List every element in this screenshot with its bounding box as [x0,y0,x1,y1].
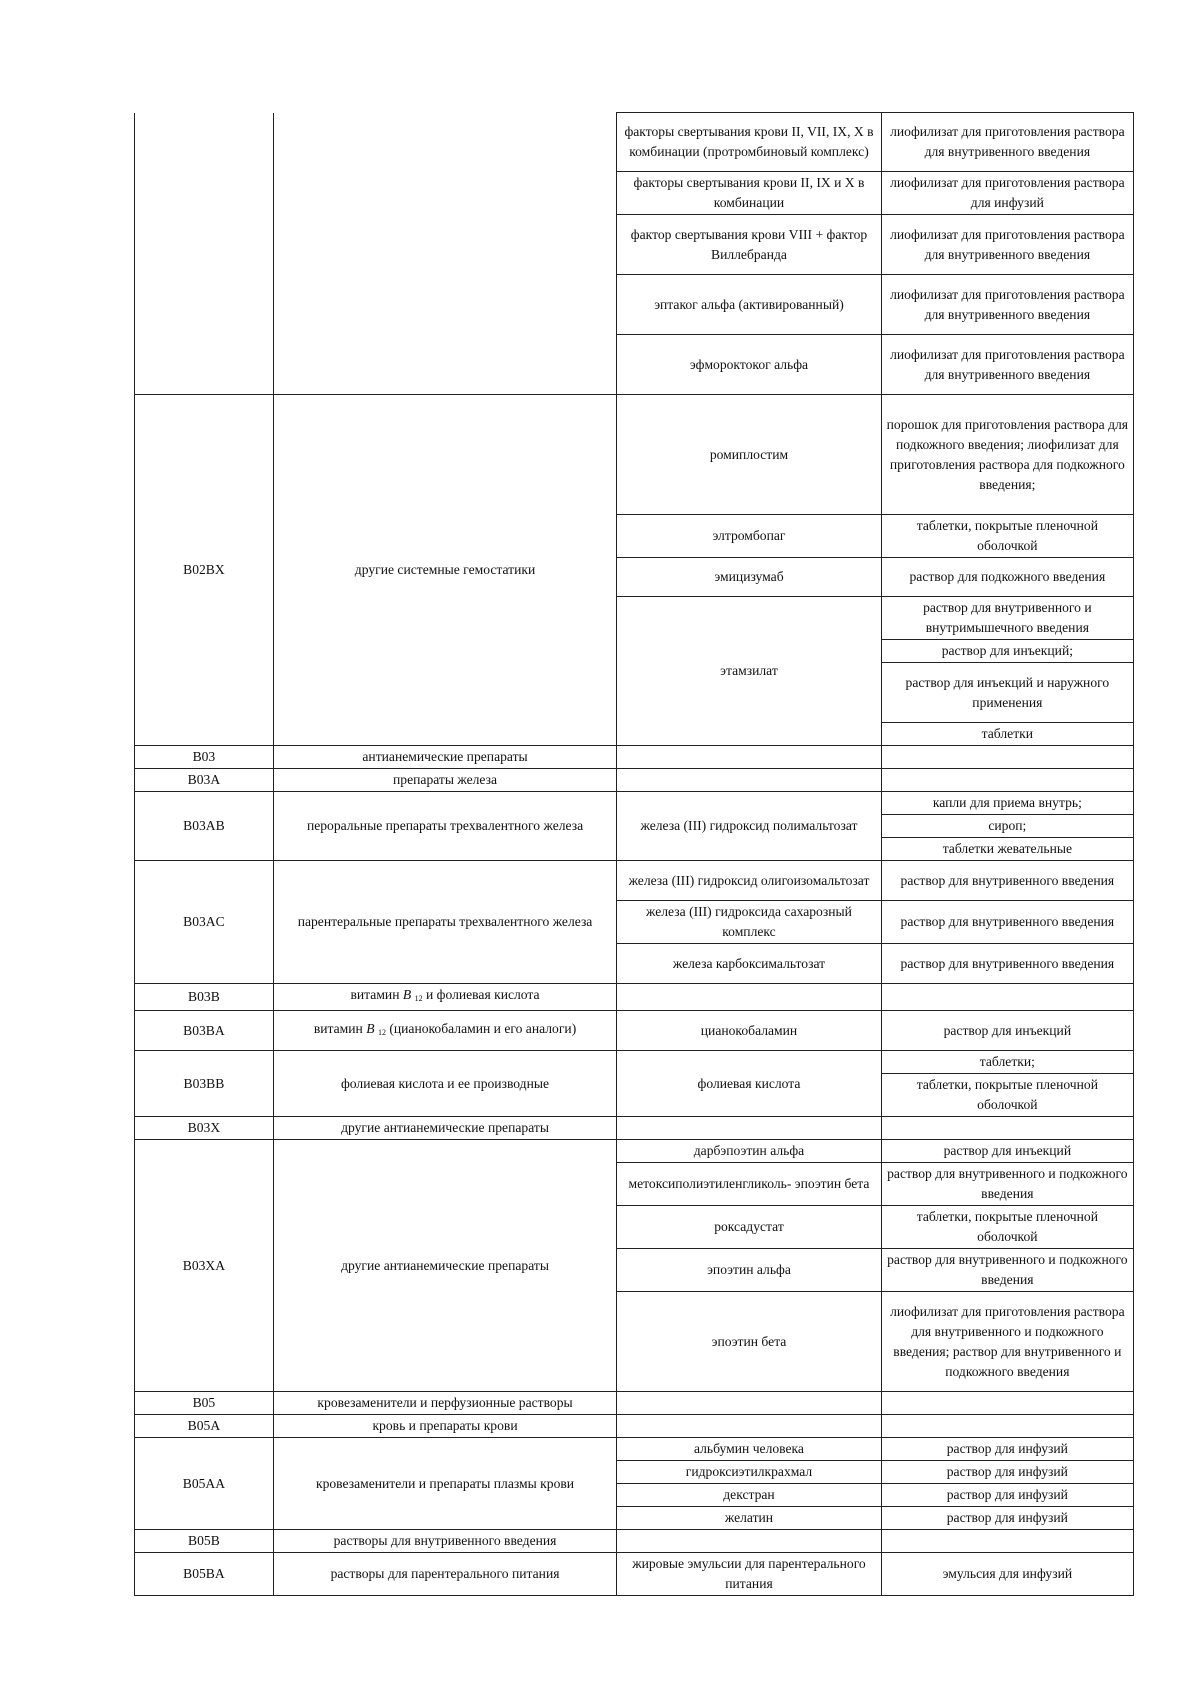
drug-name-cell: этамзилат [617,597,881,746]
drug-name-cell: фактор свертывания крови VIII + фактор Виллебранда [617,215,881,275]
dosage-form-cell [881,746,1133,769]
drug-name-cell: дарбэпоэтин альфа [617,1140,881,1163]
dosage-form-cell: раствор для инфузий [881,1507,1133,1530]
drug-name-cell: элтромбопаг [617,515,881,558]
drug-name-cell: железа (III) гидроксида сахарозный комплекс [617,901,881,944]
atc-code-cell: B03BB [135,1051,274,1117]
atc-code-cell: B05AA [135,1438,274,1530]
dosage-form-cell: лиофилизат для приготовления раствора для внутривенного введения [881,113,1133,172]
table-row [135,792,1134,815]
atc-code-cell: B03 [135,746,274,769]
group-name-cell [273,1011,616,1051]
dosage-form-cell: раствор для внутривенного введения [881,944,1133,984]
dosage-form-cell [881,1415,1133,1438]
atc-code-cell: B05BA [135,1553,274,1596]
group-name-cell: антианемические препараты [273,746,616,769]
table-row [135,1117,1134,1140]
drug-name-cell: железа (III) гидроксид полимальтозат [617,792,881,861]
drug-name-cell: эпоэтин бета [617,1292,881,1392]
dosage-form-cell: раствор для подкожного введения [881,558,1133,597]
atc-code-cell: B03B [135,984,274,1011]
atc-code-cell [135,113,274,395]
drug-name-cell: гидроксиэтилкрахмал [617,1461,881,1484]
vitamin-prefix: витамин B $_{12}$ и фолиевая кислота [350,987,540,1003]
drug-name-cell [617,1117,881,1140]
atc-code-cell: B03AB [135,792,274,861]
group-name-cell: другие системные гемостатики [273,395,616,746]
drug-name-cell [617,984,881,1011]
atc-code-cell: B05A [135,1415,274,1438]
table-row [135,1438,1134,1461]
drug-name-cell: цианокобаламин [617,1011,881,1051]
table-row [135,1392,1134,1415]
dosage-form-cell: раствор для внутривенного и внутримышечного введения [881,597,1133,640]
atc-code-cell: B03A [135,769,274,792]
group-name-cell [273,113,616,395]
drug-name-cell: факторы свертывания крови II, VII, IX, X в комбинации (протромбиновый комплекс) [617,113,881,172]
atc-code-cell: B03BA [135,1011,274,1051]
drug-name-cell: жировые эмульсии для парентерального питания [617,1553,881,1596]
dosage-form-cell [881,1117,1133,1140]
dosage-form-cell: лиофилизат для приготовления раствора для инфузий [881,172,1133,215]
table-row [135,861,1134,901]
vitamin-prefix: витамин B $_{12}$ (цианокобаламин и его аналоги) [313,1020,577,1037]
group-name-cell: препараты железа [273,769,616,792]
dosage-form-cell: таблетки [881,723,1133,746]
drug-name-cell: эмицизумаб [617,558,881,597]
drug-name-cell: факторы свертывания крови II, IX и X в комбинации [617,172,881,215]
dosage-form-cell: сироп; [881,815,1133,838]
dosage-form-cell: таблетки, покрытые пленочной оболочкой [881,515,1133,558]
table-row [135,769,1134,792]
drug-name-cell: ромиплостим [617,395,881,515]
atc-code-cell: B05B [135,1530,274,1553]
drug-name-cell: метоксиполиэтиленгликоль- эпоэтин бета [617,1163,881,1206]
atc-code-cell: B03X [135,1117,274,1140]
drug-name-cell: роксадустат [617,1206,881,1249]
table-row [135,1553,1134,1596]
drug-name-cell: альбумин человека [617,1438,881,1461]
dosage-form-cell [881,1392,1133,1415]
table-row [135,113,1134,172]
dosage-form-cell [881,1530,1133,1553]
table-row [135,1011,1134,1051]
drug-name-cell: эфмороктоког альфа [617,335,881,395]
drug-name-cell: эпоэтин альфа [617,1249,881,1292]
dosage-form-cell: лиофилизат для приготовления раствора для внутривенного и подкожного введения; раствор для внутривенного и подкожного введения [881,1292,1133,1392]
table-row [135,395,1134,515]
dosage-form-cell: раствор для инъекций [881,1011,1133,1051]
dosage-form-cell: раствор для инфузий [881,1438,1133,1461]
table-row [135,1051,1134,1074]
document-page [134,112,1134,1596]
drug-name-cell [617,769,881,792]
dosage-form-cell: раствор для инфузий [881,1484,1133,1507]
atc-code-cell: B02BX [135,395,274,746]
dosage-form-cell: порошок для приготовления раствора для подкожного введения; лиофилизат для приготовления раствора для подкожного введения; [881,395,1133,515]
table-row [135,1530,1134,1553]
dosage-form-cell: лиофилизат для приготовления раствора для внутривенного введения [881,215,1133,275]
drug-name-cell [617,746,881,769]
dosage-form-cell: таблетки, покрытые пленочной оболочкой [881,1206,1133,1249]
drug-name-cell: железа (III) гидроксид олигоизомальтозат [617,861,881,901]
group-name-cell: фолиевая кислота и ее производные [273,1051,616,1117]
drug-name-cell [617,1530,881,1553]
dosage-form-cell: капли для приема внутрь; [881,792,1133,815]
group-name-cell: другие антианемические препараты [273,1140,616,1392]
drug-name-cell [617,1415,881,1438]
dosage-form-cell: раствор для инъекций и наружного применения [881,663,1133,723]
dosage-form-cell: раствор для инъекций; [881,640,1133,663]
drug-name-cell: фолиевая кислота [617,1051,881,1117]
atc-code-cell: B03AC [135,861,274,984]
group-name-cell: растворы для внутривенного введения [273,1530,616,1553]
dosage-form-cell: раствор для инфузий [881,1461,1133,1484]
drug-name-cell: желатин [617,1507,881,1530]
group-name-cell: кровь и препараты крови [273,1415,616,1438]
dosage-form-cell: эмульсия для инфузий [881,1553,1133,1596]
table-row [135,1415,1134,1438]
atc-code-cell: B05 [135,1392,274,1415]
dosage-form-cell: раствор для внутривенного введения [881,861,1133,901]
group-name-cell: растворы для парентерального питания [273,1553,616,1596]
drug-name-cell: декстран [617,1484,881,1507]
atc-code-cell: B03XA [135,1140,274,1392]
dosage-form-cell: таблетки жевательные [881,838,1133,861]
group-name-cell: пероральные препараты трехвалентного железа [273,792,616,861]
table-row [135,1140,1134,1163]
dosage-form-cell: лиофилизат для приготовления раствора для внутривенного введения [881,335,1133,395]
group-name-cell [273,984,616,1011]
dosage-form-cell [881,769,1133,792]
group-name-cell: другие антианемические препараты [273,1117,616,1140]
dosage-form-cell: раствор для внутривенного и подкожного введения [881,1249,1133,1292]
drug-name-cell [617,1392,881,1415]
group-name-cell: кровезаменители и препараты плазмы крови [273,1438,616,1530]
group-name-cell: парентеральные препараты трехвалентного железа [273,861,616,984]
drug-list-table [134,112,1134,1596]
dosage-form-cell: лиофилизат для приготовления раствора для внутривенного введения [881,275,1133,335]
drug-name-cell: эптаког альфа (активированный) [617,275,881,335]
group-name-cell: кровезаменители и перфузионные растворы [273,1392,616,1415]
dosage-form-cell: раствор для внутривенного введения [881,901,1133,944]
table-row [135,984,1134,1011]
drug-name-cell: железа карбоксимальтозат [617,944,881,984]
dosage-form-cell: таблетки; [881,1051,1133,1074]
dosage-form-cell: раствор для внутривенного и подкожного введения [881,1163,1133,1206]
dosage-form-cell: таблетки, покрытые пленочной оболочкой [881,1074,1133,1117]
dosage-form-cell: раствор для инъекций [881,1140,1133,1163]
table-row [135,746,1134,769]
dosage-form-cell [881,984,1133,1011]
